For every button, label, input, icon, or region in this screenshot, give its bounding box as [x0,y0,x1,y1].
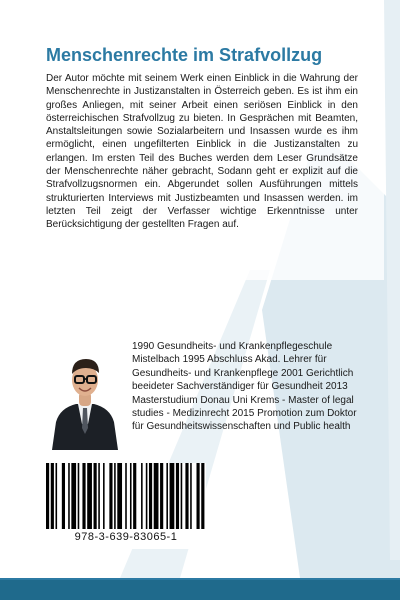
barcode-bar [46,463,49,529]
barcode-bar [141,463,143,529]
barcode-bar [170,463,175,529]
barcode-bar [82,463,85,529]
isbn-number: 978-3-639-83065-1 [74,531,178,543]
barcode-bar [56,463,58,529]
bottom-band-highlight [0,578,400,580]
isbn-barcode [46,463,206,529]
barcode-bar [201,463,204,529]
barcode-bar [166,463,168,529]
barcode-bar [114,463,116,529]
barcode-bar [181,463,183,529]
isbn-barcode-box [46,463,206,549]
book-description: Der Autor möchte mit seinem Werk einen Einblick in die Wahrung der Menschenrechte in Justizanstalten in Österreich geben. Es ist ihm ein großes Anliegen, mit seiner Arbeit einen seriösen Einblick in den österreichischen Strafvollzug zu bieten. In Gesprächen mit Beamten, Anstaltsleitungen sowie Sozialarbeitern und Insassen wurde es ihm ermöglicht, einen ungefilterten Einblick in die Justizanstalten zu erlangen. Im ersten Teil des Buches werden dem Leser Grundsätze der Menschenrechte näher gebracht, Sodann geht er explizit auf die Strafvollzugsnormen ein. Abgerundet sollen Ausführungen mittels strukturierten Interviews mit Justizbeamten und Insassen werden. im letzten Teil zeigt der Verfasser wichtige Erkenntnisse unter Berücksichtigung der gestellten Fragen auf. [46,73,358,231]
barcode-bar [51,463,54,529]
barcode-bar [130,463,132,529]
barcode-bar [149,463,152,529]
barcode-bar [117,463,122,529]
barcode-bar [146,463,148,529]
bottom-band-main [0,578,400,600]
barcode-bar [62,463,65,529]
barcode-bar [87,463,92,529]
barcode-bar [94,463,97,529]
barcode-bar [185,463,188,529]
bottom-color-band [0,578,400,600]
barcode-bar [98,463,100,529]
barcode-bar [133,463,136,529]
barcode-bar [160,463,163,529]
barcode-bar [125,463,127,529]
barcode-bar [154,463,159,529]
book-title: Menschenrechte im Strafvollzug [46,45,323,65]
barcode-bar [176,463,179,529]
barcode-bar [78,463,80,529]
barcode-bar [68,463,70,529]
author-photo [48,338,122,450]
barcode-bar [103,463,105,529]
barcode-bar [190,463,192,529]
barcode-bar [109,463,112,529]
barcode-bar [71,463,76,529]
barcode-bar [196,463,199,529]
author-bio: 1990 Gesundheits- und Krankenpflegeschule Mistelbach 1995 Abschluss Akad. Lehrer für Gesundheits- und Krankenpflege 2001 Gerichtlich beeideter Sachverständiger für Gesundheit 2013 Masterstudium Donau Uni Krems - Master of legal studies - Medizinrecht 2015 Promotion zum Doktor für Gesundheitswissenschaften und Public health [132,341,357,433]
